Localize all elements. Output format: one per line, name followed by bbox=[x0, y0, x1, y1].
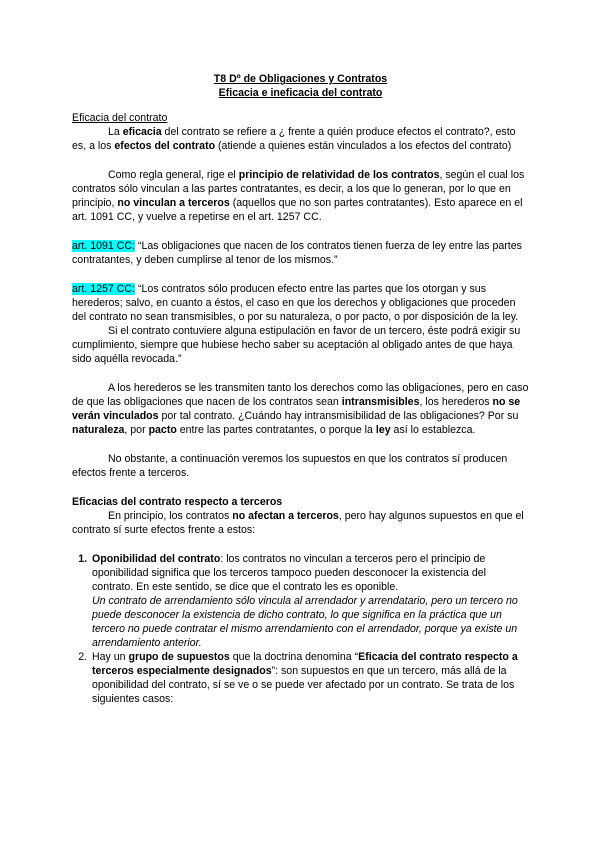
paragraph-eficacia: La eficacia del contrato se refiere a ¿ frente a quién produce efectos el contrato?, esto es, a los efectos del contrato (atiende a quienes están vinculados a los efectos del contrato) bbox=[72, 126, 516, 152]
section-heading-eficacia: Eficacia del contrato bbox=[72, 112, 168, 124]
article-label-highlight: art. 1257 CC: bbox=[72, 283, 136, 295]
quote-art-1091: art. 1091 CC: “Las obligaciones que nacen de los contratos tienen fuerza de ley entre las partes contratantes, y deben cumplirse al tenor de los mismos.” bbox=[72, 240, 522, 266]
list-item-oponibilidad: 1. Oponibilidad del contrato: los contratos no vinculan a terceros pero el principio de oponibilidad significa que los terceros tampoco pueden desconocer la existencia del contrato. En este sentido, se dice que el contrato les es oponible. Un contrato de arrendamiento sólo vincula al arrendador y arrendatario, pero un tercero no puede desconocer la existencia de dicho contrato, lo que significa en la práctica que un tercero no puede contratar el mismo arrendamiento con el arrendador, porque ya existe un arrendamiento anterior. bbox=[90, 552, 529, 650]
quote-art-1257-continued: Si el contrato contuviere alguna estipulación en favor de un tercero, éste podrá exigir su cumplimiento, siempre que hubiese hecho saber su aceptación al obligado antes de que haya sido aquélla revocada.” bbox=[72, 325, 521, 365]
list-item-grupo-supuestos: 2. Hay un grupo de supuestos que la doctrina denomina “Eficacia del contrato respecto a terceros especialmente designados”: son supuestos en que un tercero, más allá de la oponibilidad del contrato, sí se ve o se puede ver afectado por un contrato. Se trata de los siguientes casos: bbox=[90, 650, 529, 706]
example-text: Un contrato de arrendamiento sólo vincula al arrendador y arrendatario, pero un tercero no puede desconocer la existencia de dicho contrato, lo que significa en la práctica que un tercero no puede contratar el mismo arrendamiento con el arrendador, porque ya existe un arrendamiento anterior. bbox=[92, 595, 518, 649]
document-page bbox=[72, 72, 529, 706]
supuestos-list bbox=[72, 552, 529, 706]
article-label-highlight: art. 1091 CC: bbox=[72, 240, 136, 252]
section-heading-terceros: Eficacias del contrato respecto a terceros bbox=[72, 496, 283, 508]
paragraph-herederos: A los herederos se les transmiten tanto los derechos como las obligaciones, pero en caso de que las obligaciones que nacen de los contratos sean intransmisibles, los herederos no se verán vinculados por tal contrato. ¿Cuándo hay intransmisibilidad de las obligaciones? Por su naturaleza, por pacto entre las partes contratantes, o porque la ley así lo establezca. bbox=[72, 382, 529, 436]
paragraph-no-obstante: No obstante, a continuación veremos los supuestos en que los contratos sí producen efectos frente a terceros. bbox=[72, 453, 508, 479]
paragraph-relatividad: Como regla general, rige el principio de relatividad de los contratos, según el cual los contratos sólo vinculan a las partes contratantes, es decir, a los que lo generan, por lo que en principio, no vinculan a terceros (aquellos que no son partes contratantes). Esto aparece en el art. 1091 CC, y vuelve a repetirse en el art. 1257 CC. bbox=[72, 169, 525, 223]
paragraph-principio: En principio, los contratos no afectan a terceros, pero hay algunos supuestos en que el contrato sí surte efectos frente a estos: bbox=[72, 510, 524, 536]
document-subtitle: Eficacia e ineficacia del contrato bbox=[218, 87, 383, 99]
quote-art-1257: art. 1257 CC: “Los contratos sólo producen efecto entre las partes que los otorgan y sus herederos; salvo, en cuanto a éstos, el caso en que los derechos y obligaciones que proceden del contrato no sean transmisibles, o por su naturaleza, o por pacto, o por disposición de la ley. bbox=[72, 283, 519, 323]
document-title: T8 Dº de Obligaciones y Contratos bbox=[213, 73, 388, 85]
